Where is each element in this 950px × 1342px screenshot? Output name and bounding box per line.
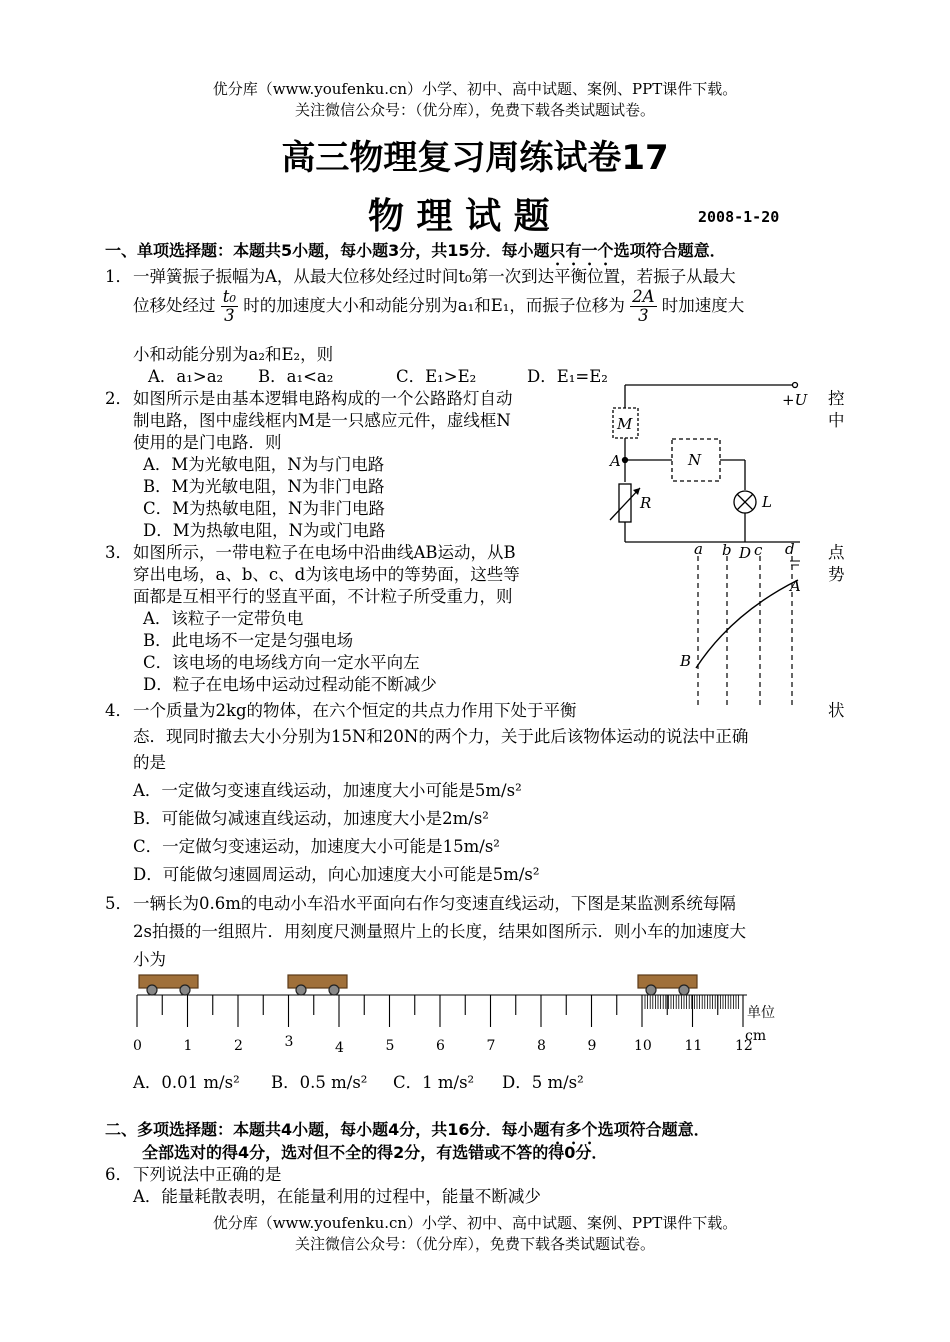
q4-line-2: 态．现同时撤去大小分别为15N和20N的两个力，关于此后该物体运动的说法中正确 [133,727,749,746]
q1-fraction-1: $\frac{\text{t₀}}{3}$ [222,287,236,326]
footer-line-2: 关注微信公众号：（优分库），免费下载各类试题试卷。 [294,1235,655,1253]
q2-option-d: D．M为热敏电阻，N为或门电路 [143,521,386,540]
q4-line-1: 一个质量为2kg的物体，在六个恒定的共点力作用下处于平衡 [133,701,577,720]
q5-line-3: 小为 [133,950,166,969]
label-d-plane: d [785,540,795,558]
ruler-label: 6 [436,1038,445,1054]
label-c-plane: c [754,541,763,559]
q5-line-2: 2s拍摄的一组照片．用刻度尺测量照片上的长度，结果如图所示．则小车的加速度大 [133,922,746,941]
q4-option-d: D．可能做匀速圆周运动，向心加速度大小可能是5m/s² [133,865,540,884]
label-r: R [640,494,652,512]
label-l: L [762,493,772,511]
q4-line-3: 的是 [133,753,166,772]
q1-fraction-2: $\frac{2A}{3}$ [632,287,655,326]
rheostat-arrow [610,488,640,520]
exam-date: 2008-1-20 [698,208,780,226]
q1-line-3: 小和动能分别为a₂和E₂，则 [133,345,334,364]
ruler-label: 12 [735,1038,753,1054]
q6-option-a: A．能量耗散表明，在能量利用的过程中，能量不断减少 [133,1187,541,1206]
q3-option-c: C．该电场的电场线方向一定水平向左 [143,653,420,672]
q2-number: 2． [105,389,132,408]
cart-3 [638,975,697,995]
page-subtitle: 物 理 试 题 [368,196,550,237]
q2-edge-2: 中 [828,411,845,430]
q3-line-1: 如图所示，一带电粒子在电场中沿曲线AB运动，从B [133,543,516,562]
q2-line-3: 使用的是门电路．则 [133,433,282,452]
ruler-label: 2 [234,1038,243,1054]
header-line-1: 优分库（www.youfenku.cn）小学、初中、高中试题、案例、PPT课件下载。 [212,80,738,98]
section-1-heading: 一、单项选择题：本题共5小题，每小题3分，共15分．每小题只有一个选项符合题意． [105,241,726,260]
q2-line-1: 如图所示是由基本逻辑电路构成的一个公路路灯自动 [133,389,513,408]
q2-option-b: B．M为光敏电阻，N为非门电路 [143,477,385,496]
label-point-a: A [790,577,801,595]
q4-edge: 状 [828,701,845,720]
label-a-plane: a [694,540,703,558]
trajectory-ab [696,580,798,668]
ruler-label: 4 [335,1040,344,1056]
q6-number: 6． [105,1165,132,1184]
cart-1 [139,975,198,995]
q5-option-c: C．1 m/s² [393,1073,475,1092]
q5-option-d: D．5 m/s² [502,1073,584,1092]
q3-edge-2: 势 [828,565,845,584]
q4-option-b: B．可能做匀减速直线运动，加速度大小是2m/s² [133,809,489,828]
q1-option-b: B．a₁<a₂ [258,367,334,386]
ruler-label: 9 [587,1038,597,1054]
label-b-plane: b [722,541,732,559]
q2-option-a: A．M为光敏电阻，N为与门电路 [143,455,385,474]
cart-2 [288,975,347,995]
ruler-label: 0 [133,1038,142,1054]
circuit-diagram [600,378,830,548]
q1-number: 1． [105,267,132,286]
ruler-label: 8 [537,1038,546,1054]
q1-option-a: A．a₁>a₂ [148,367,224,386]
q4-option-c: C．一定做匀变速运动，加速度大小可能是15m/s² [133,837,500,856]
ruler-label: 5 [385,1038,395,1054]
field-diagram [670,538,825,713]
q2-edge-1: 控 [828,389,845,408]
q2-line-2: 制电路，图中虚线框内M是一只感应元件，虚线框N [133,411,511,430]
q3-number: 3． [105,543,132,562]
q2-option-c: C．M为热敏电阻，N为非门电路 [143,499,385,518]
section-2-heading: 二、多项选择题：本题共4小题，每小题4分，共16分．每小题有多个选项符合题意． [105,1120,710,1139]
q1-option-d: D．E₁=E₂ [527,367,608,386]
ruler-diagram [125,965,785,1060]
page-title: 高三物理复习周练试卷17 [281,138,669,178]
q3-line-3: 面都是互相平行的竖直平面，不计粒子所受重力，则 [133,587,513,606]
resistor-r [619,484,631,522]
q3-option-b: B．此电场不一定是匀强电场 [143,631,354,650]
label-a: A [610,452,621,470]
terminal-u [793,383,798,388]
ruler-label: 11 [684,1038,703,1054]
q5-number: 5． [105,894,132,913]
ruler-unit-label: 单位 [747,1005,775,1021]
label-m: M [617,415,633,433]
q3-line-2: 穿出电场，a、b、c、d为该电场中的等势面，这些等 [133,565,520,584]
header-line-2: 关注微信公众号：（优分库），免费下载各类试题试卷。 [294,101,655,119]
q3-option-a: A．该粒子一定带负电 [143,609,304,628]
ruler-label: 7 [486,1038,496,1054]
label-point-b: B [680,652,692,670]
q5-option-b: B．0.5 m/s² [271,1073,368,1092]
q5-line-1: 一辆长为0.6m的电动小车沿水平面向右作匀变速直线运动，下图是某监测系统每隔 [133,894,736,913]
label-n: N [688,451,702,469]
q6-stem: 下列说法中正确的是 [133,1165,282,1184]
q4-option-a: A．一定做匀变速直线运动，加速度大小可能是5m/s² [133,781,522,800]
ruler-unit-cm: cm [745,1028,767,1044]
label-d-point: D [739,544,752,562]
q5-option-a: A．0.01 m/s² [133,1073,240,1092]
q1-line-1: 一弹簧振子振幅为A，从最大位移处经过时间t₀第一次到达平衡位置，若振子从最大 [133,267,736,286]
q3-option-d: D．粒子在电场中运动过程动能不断减少 [143,675,437,694]
q3-edge-1: 点 [828,543,845,562]
label-u: +U [782,391,808,409]
ruler-label: 3 [284,1034,294,1050]
q1-option-c: C．E₁>E₂ [396,367,477,386]
q4-number: 4． [105,701,132,720]
ruler-label: 10 [634,1038,652,1054]
section-2-note: 全部选对的得4分，选对但不全的得2分，有选错或不答的得0分． [142,1143,608,1162]
q1-line-2: 位移处经过 $\frac{\text{t₀}}{3}$ 时的加速度大小和动能分别为a₁和E₁，而振子位移为 $\frac{2A}{3}$ 时加速度大 [133,287,745,326]
footer-line-1: 优分库（www.youfenku.cn）小学、初中、高中试题、案例、PPT课件下载。 [212,1214,738,1232]
ruler-label: 1 [183,1038,193,1054]
